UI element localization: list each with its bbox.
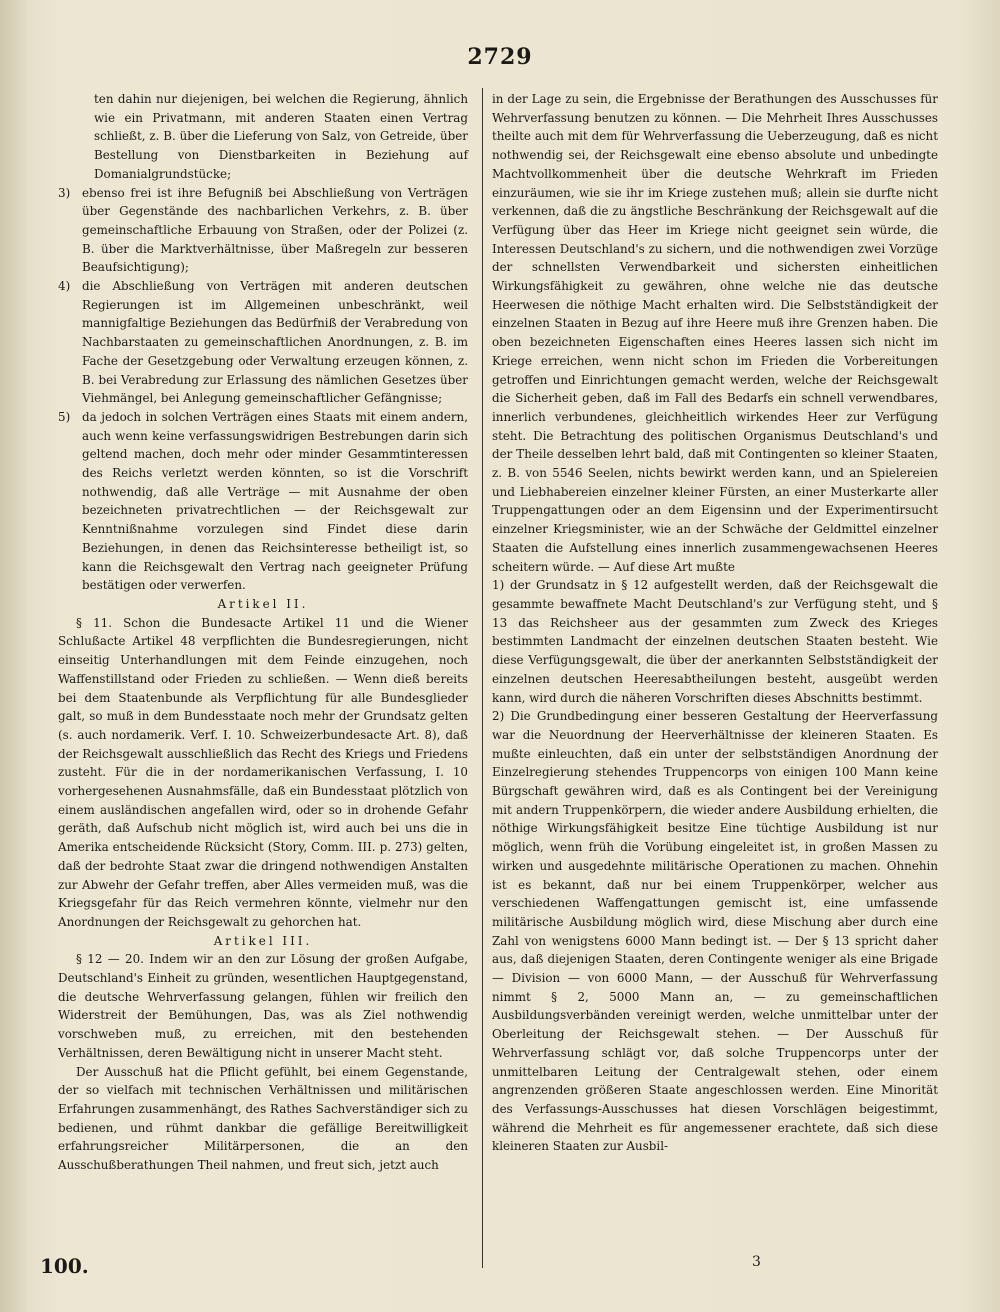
left-column (58, 90, 468, 1175)
right-item-1: 1) der Grundsatz in § 12 aufgestellt werden, daß der Reichsgewalt die gesammte bewaffnete Macht Deutschland's zur Verfügung steht, und § 13 das Reichsheer aus der gesammten zum Zweck des Krieges bestimmten Landmacht der einzelnen deutschen Staaten besteht. Wie diese Verfügungsgewalt, die über der anerkannten Selbstständigkeit der einzelnen deutschen Heeresabtheilungen besteht, ausgeübt werden kann, wird durch die näheren Vorschriften dieses Abschnitts bestimmt. (492, 578, 938, 705)
right-paragraph-a: in der Lage zu sein, die Ergebnisse der Berathungen des Ausschusses für Wehrverfassung benutzen zu können. — Die Mehrheit Ihres Ausschusses theilte auch mit dem für Wehrverfassung die Ueberzeugung, daß es nicht nothwendig sei, der Reichsgewalt eine ebenso absolute und unbedingte Machtvollkommenheit über die deutsche Wehrkraft im Frieden einzuräumen, wie sie ihr im Kriege zustehen muß; allein sie durfte nicht verkennen, daß die zu ängstliche Beschränkung der Reichsgewalt auf die Verfügung über das Heer im Kriege nicht geeignet sein würde, die Interessen Deutschland's zu sichern, und die nothwendigen zwei Vorzüge der schnellsten Verwendbarkeit und sichersten einheitlichen Wirkungsfähigkeit zu gewähren, ohne welche nie das deutsche Heerwesen die nöthige Macht erhalten wird. Die Selbstständigkeit der einzelnen Staaten in Bezug auf ihre Heere muß ihre Grenzen haben. Die oben bezeichneten Eigenschaften eines Heeres lassen sich nicht im Kriege erreichen, wenn nicht schon im Frieden die Vorbereitungen getroffen und Einrichtungen gemacht werden, welche der Reichsgewalt die Sicherheit geben, daß im Fall des Bedarfs ein schnell verwendbares, innerlich verbundenes, gleichheitlich wirkendes Heer zur Verfügung steht. Die Betrachtung des politischen Organismus Deutschland's und der Theile desselben lehrt bald, daß mit Contingenten so kleiner Staaten, z. B. von 5546 Seelen, nichts bewirkt werden kann, und an Spielereien und Liebhabereien einzelner kleiner Fürsten, an einer Musterkarte aller Truppengattungen oder an dem Eigensinn und der Experimentirsucht einzelner Kriegsminister, wie an der Schwäche der Geldmittel einzelner Staaten die Aufstellung eines innerlich zusammengewachsenen Heeres scheitern würde. — Auf diese Art mußte (492, 92, 938, 574)
list-number: 3) (58, 185, 71, 200)
article-heading-2: Artikel II. (217, 596, 309, 611)
right-item-2: 2) Die Grundbedingung einer besseren Gestaltung der Heerverfassung war die Neuordnung der Heerverhältnisse der kleineren Staaten. Es mußte einleuchten, daß ein unter der selbstständigen Anordnung der Einzelregierung stehendes Truppencorps von einigen 100 Mann keine Bürgschaft gewähren wird, daß es als Contingent bei der Vereinigung mit andern Truppenkörpern, die wieder andere Ausbildung erhielten, die nöthige Wirkungsfähigkeit besitze Eine tüchtige Ausbildung ist nur möglich, wenn früh die Vorübung eingeleitet ist, in großen Massen zu wirken und ausgedehnte militärische Operationen zu machen. Ohnehin ist es bekannt, daß nur bei einem Truppenkörper, welcher aus verschiedenen Waffengattungen gemischt ist, eine umfassende militärische Ausbildung möglich wird, diese Mischung aber durch eine Zahl von wenigstens 6000 Mann bedingt ist. — Der § 13 spricht daher aus, daß diejenigen Staaten, deren Contingente weniger als eine Brigade — Division — von 6000 Mann, — der Ausschuß für Wehrverfassung nimmt § 2, 5000 Mann an, — zu gemeinschaftlichen Ausbildungsverbänden vereinigt werden, welche unmittelbar unter der Oberleitung der Reichsgewalt stehen. — Der Ausschuß für Wehrverfassung schlägt vor, daß solche Truppencorps unter der unmittelbaren Leitung der Centralgewalt stehen, oder einem angrenzenden größeren Staate angeschlossen werden. Eine Minorität des Verfassungs-Ausschusses hat diesen Vorschlägen beigestimmt, während die Mehrheit es für angemessener erachtete, daß sich diese kleineren Staaten zur Ausbil- (492, 709, 938, 1154)
column-divider (482, 88, 483, 1268)
list-text: ebenso frei ist ihre Befugniß bei Abschließung von Verträgen über Gegenstände des nachbarlichen Verkehrs, z. B. über gemeinschaftliche Erbauung von Straßen, oder der Polizei (z. B. über die Marktverhältnisse, über Maßregeln zur besseren Beaufsichtigung); (82, 185, 468, 275)
list-item-4 (58, 277, 468, 408)
list-text: da jedoch in solchen Verträgen eines Staats mit einem andern, auch wenn keine verfassungswidrigen Bestrebungen darin sich geltend machen, doch mehr oder minder Gesammtinteressen des Reichs verletzt werden könnten, so ist die Vorschrift nothwendig, daß alle Verträge — mit Ausnahme der oben bezeichneten privatrechtlichen — der Reichsgewalt zur Kenntnißnahme vorzulegen sind Findet diese darin Beziehungen, in denen das Reichsinteresse betheiligt ist, so kann die Reichsgewalt den Vertrag nach geeigneter Prüfung bestätigen oder verwerfen. (82, 409, 468, 593)
list-item-5 (58, 408, 468, 595)
sheet-number: 100. (40, 1254, 89, 1278)
left-intro-paragraph: ten dahin nur diejenigen, bei welchen die Regierung, ähnlich wie ein Privatmann, mit anderen Staaten einen Vertrag schließt, z. B. über die Lieferung von Salz, von Getreide, über Bestellung von Dienstbarkeiten in Beziehung auf Domanialgrundstücke; (94, 92, 468, 181)
section-11-paragraph: § 11. Schon die Bundesacte Artikel 11 und die Wiener Schlußacte Artikel 48 verpflichten die Bundesregierungen, nicht einseitig Unterhandlungen mit dem Feinde einzugehen, noch Waffenstillstand oder Frieden zu schließen. — Wenn dieß bereits bei dem Staatenbunde als Verpflichtung für alle Bundesglieder galt, so muß in dem Bundesstaate noch mehr der Grundsatz gelten (s. auch nordamerik. Verf. I. 10. Schweizerbundesacte Art. 8), daß der Reichsgewalt ausschließlich das Recht des Kriegs und Friedens zusteht. Für die in der nordamerikanischen Verfassung, I. 10 vorhergesehenen Ausnahmsfälle, daß ein Bundesstaat plötzlich von einem ausländischen angefallen wird, oder so in drohende Gefahr geräth, daß Aufschub nicht möglich ist, wird auch bei uns die in Amerika entscheidende Rücksicht (Story, Comm. III. p. 273) gelten, daß der bedrohte Staat zwar die dringend nothwendigen Anstalten zur Abwehr der Gefahr treffen, aber Alles vermeiden muß, was die Kriegsgefahr für das Reich vermehren könnte, vielmehr nur den Anordnungen der Reichsgewalt zu gehorchen hat. (58, 615, 468, 929)
article-heading-3: Artikel III. (213, 933, 313, 948)
page-number: 2729 (467, 44, 533, 70)
list-number: 5) (58, 409, 71, 424)
list-text: die Abschließung von Verträgen mit anderen deutschen Regierungen ist im Allgemeinen unbeschränkt, weil mannigfaltige Beziehungen das Bedürfniß der Verabredung von Nachbarstaaten zu gemeinschaftlichen Anordnungen, z. B. im Fache der Gesetzgebung oder Verwaltung erzeugen können, z. B. bei Verabredung zur Erlassung des nämlichen Gesetzes über Viehmängel, bei Anlegung gemeinschaftlicher Gefängnisse; (82, 279, 468, 406)
list-item-3 (58, 184, 468, 278)
list-number: 4) (58, 279, 71, 294)
committee-paragraph: Der Ausschuß hat die Pflicht gefühlt, bei einem Gegenstande, der so vielfach mit technischen Verhältnissen und militärischen Erfahrungen zusammenhängt, des Rathes Sachverständiger sich zu bedienen, und rühmt dankbar die gefällige Bereitwilligkeit erfahrungsreicher Militärpersonen, die an den Ausschußberathungen Theil nahmen, und freut sich, jetzt auch (58, 1064, 468, 1173)
signature-mark: 3 (752, 1254, 761, 1270)
section-12-paragraph: § 12 — 20. Indem wir an den zur Lösung der großen Aufgabe, Deutschland's Einheit zu gründen, wesentlichen Hauptgegenstand, die deutsche Wehrverfassung gelangen, fühlen wir freilich den Widerstreit der Bemühungen, Das, was als Ziel nothwendig vorschweben muß, zu erreichen, mit den bestehenden Verhältnissen, deren Bewältigung nicht in unserer Macht steht. (58, 952, 468, 1060)
right-column (492, 90, 938, 1156)
